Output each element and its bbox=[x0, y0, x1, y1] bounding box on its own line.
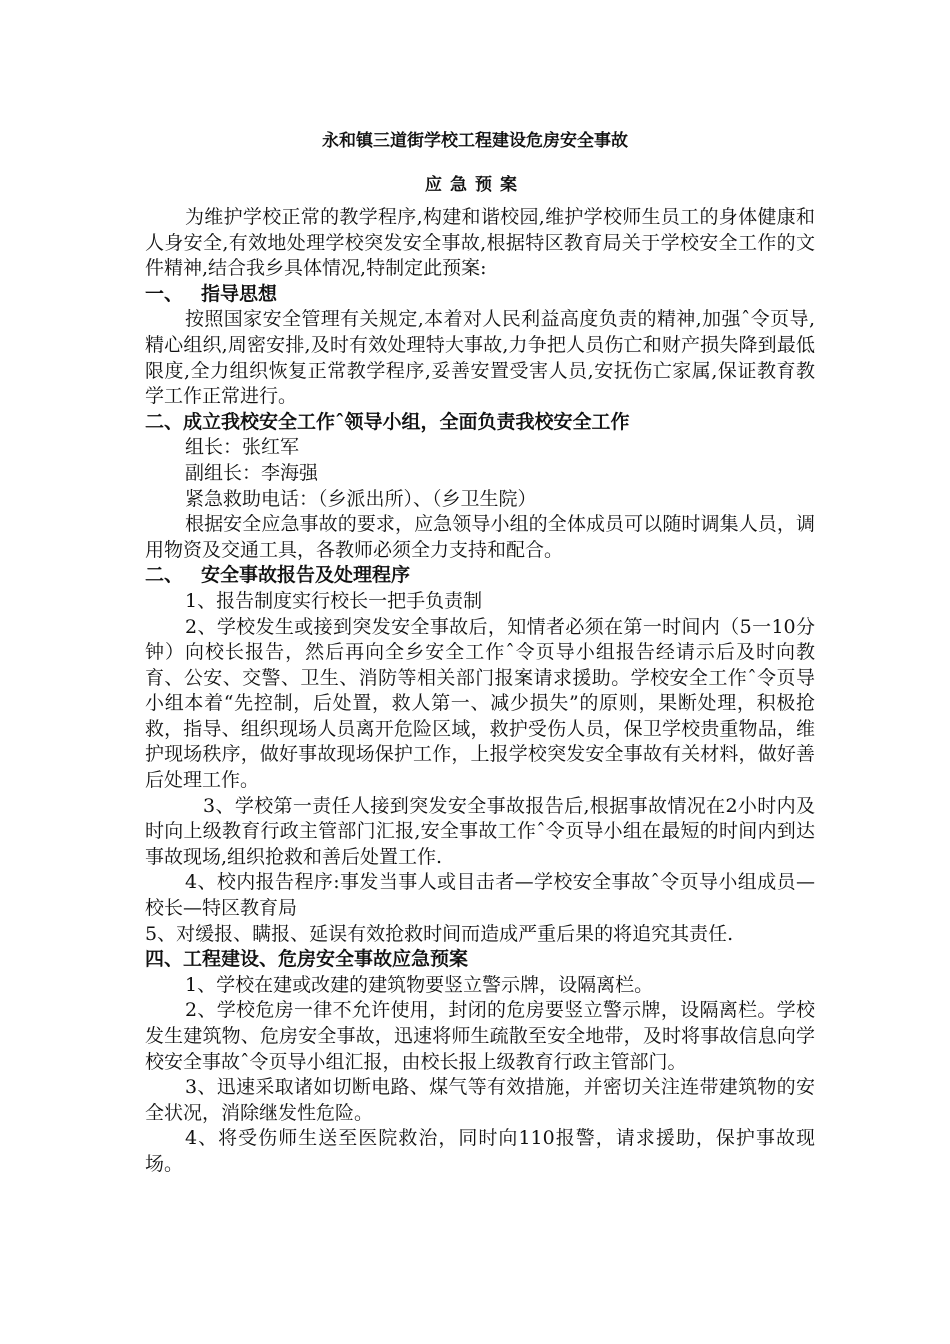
section-heading-reporting-procedure bbox=[145, 563, 815, 589]
section-heading-emergency-plan bbox=[145, 947, 815, 973]
section-heading-guiding-ideology bbox=[145, 282, 815, 308]
paragraph: 3、学校第一责任人接到突发安全事故报告后,根据事故情况在2小时内及时向上级教育行政主管部门汇报,安全事故工作ˆ令页导小组在最短的时间内到达事故现场,组织抢救和善后处置工作. bbox=[145, 794, 815, 868]
paragraph: 按照国家安全管理有关规定,本着对人民利益高度负责的精神,加强ˆ令页导,精心组织,周密安排,及时有效处理特大事故,力争把人员伤亡和财产损失降到最低限度,全力组织恢复正常教学程序,妥善安置受害人员,安抚伤亡家属,保证教育教学工作正常进行。 bbox=[145, 308, 815, 408]
section-number: 二、 bbox=[145, 410, 184, 433]
section-number: 四、 bbox=[145, 948, 184, 971]
paragraph: 5、对缓报、瞒报、延误有效抢救时间而造成严重后果的将追究其责任. bbox=[145, 922, 734, 945]
document-subtitle: 应急预案 bbox=[425, 175, 525, 195]
intro-paragraph: 为维护学校正常的教学程序,构建和谐校园,维护学校师生员工的身体健康和人身安全,有效地处理学校突发安全事故,根据特区教育局关于学校安全工作的文件精神,结合我乡具体情况,特制定此预案: bbox=[145, 206, 815, 280]
section-title: 工程建设、危房安全事故应急预案 bbox=[183, 948, 469, 971]
paragraph: 4、将受伤师生送至医院救治，同时向110报警，请求援助，保护事故现场。 bbox=[145, 1127, 815, 1175]
paragraph: 4、校内报告程序:事发当事人或目击者—学校安全事故ˆ令页导小组成员—校长—特区教育局 bbox=[145, 871, 815, 920]
section-title: 成立我校安全工作ˆ领导小组，全面负责我校安全工作 bbox=[183, 410, 630, 433]
paragraph: 1、报告制度实行校长一把手负责制 bbox=[185, 589, 483, 612]
section-title: 指导思想 bbox=[201, 282, 278, 305]
paragraph-emergency-phone: 紧急救助电话：（乡派出所）、（乡卫生院） bbox=[185, 487, 537, 510]
paragraph: 1、学校在建或改建的建筑物要竖立警示牌，设隔离栏。 bbox=[185, 973, 654, 996]
document-title: 永和镇三道街学校工程建设危房安全事故 bbox=[322, 131, 628, 151]
section-number: 二、 bbox=[145, 564, 184, 587]
section-heading-leadership-group bbox=[145, 410, 815, 436]
paragraph: 3、迅速采取诸如切断电路、煤气等有效措施，并密切关注连带建筑物的安全状况，消除继发性危险。 bbox=[145, 1076, 815, 1124]
paragraph-deputy-leader: 副组长：李海强 bbox=[185, 461, 319, 484]
paragraph-leader: 组长：张红军 bbox=[185, 436, 300, 459]
document-body bbox=[145, 205, 815, 1178]
paragraph: 根据安全应急事故的要求，应急领导小组的全体成员可以随时调集人员，调用物资及交通工具，各教师必须全力支持和配合。 bbox=[145, 513, 815, 561]
paragraph: 2、学校发生或接到突发安全事故后，知情者必须在第一时间内（5一10分钟）向校长报告，然后再向全乡安全工作ˆ令页导小组报告经请示后及时向教育、公安、交警、卫生、消防等相关部门报案请求援助。学校安全工作ˆ令页导小组本着“先控制，后处置，救人第一、减少损失”的原则，果断处理，积极抢救，指导、组织现场人员离开危险区域，救护受伤人员，保卫学校贵重物品，维护现场秩序，做好事故现场保护工作，上报学校突发安全事故有关材料，做好善后处理工作。 bbox=[145, 615, 815, 792]
paragraph: 2、学校危房一律不允许使用，封闭的危房要竖立警示牌，设隔离栏。学校发生建筑物、危房安全事故，迅速将师生疏散至安全地带，及时将事故信息向学校安全事故ˆ令页导小组汇报，由校长报上级教育行政主管部门。 bbox=[145, 999, 815, 1073]
section-title: 安全事故报告及处理程序 bbox=[201, 564, 411, 587]
section-number: 一、 bbox=[145, 282, 184, 305]
